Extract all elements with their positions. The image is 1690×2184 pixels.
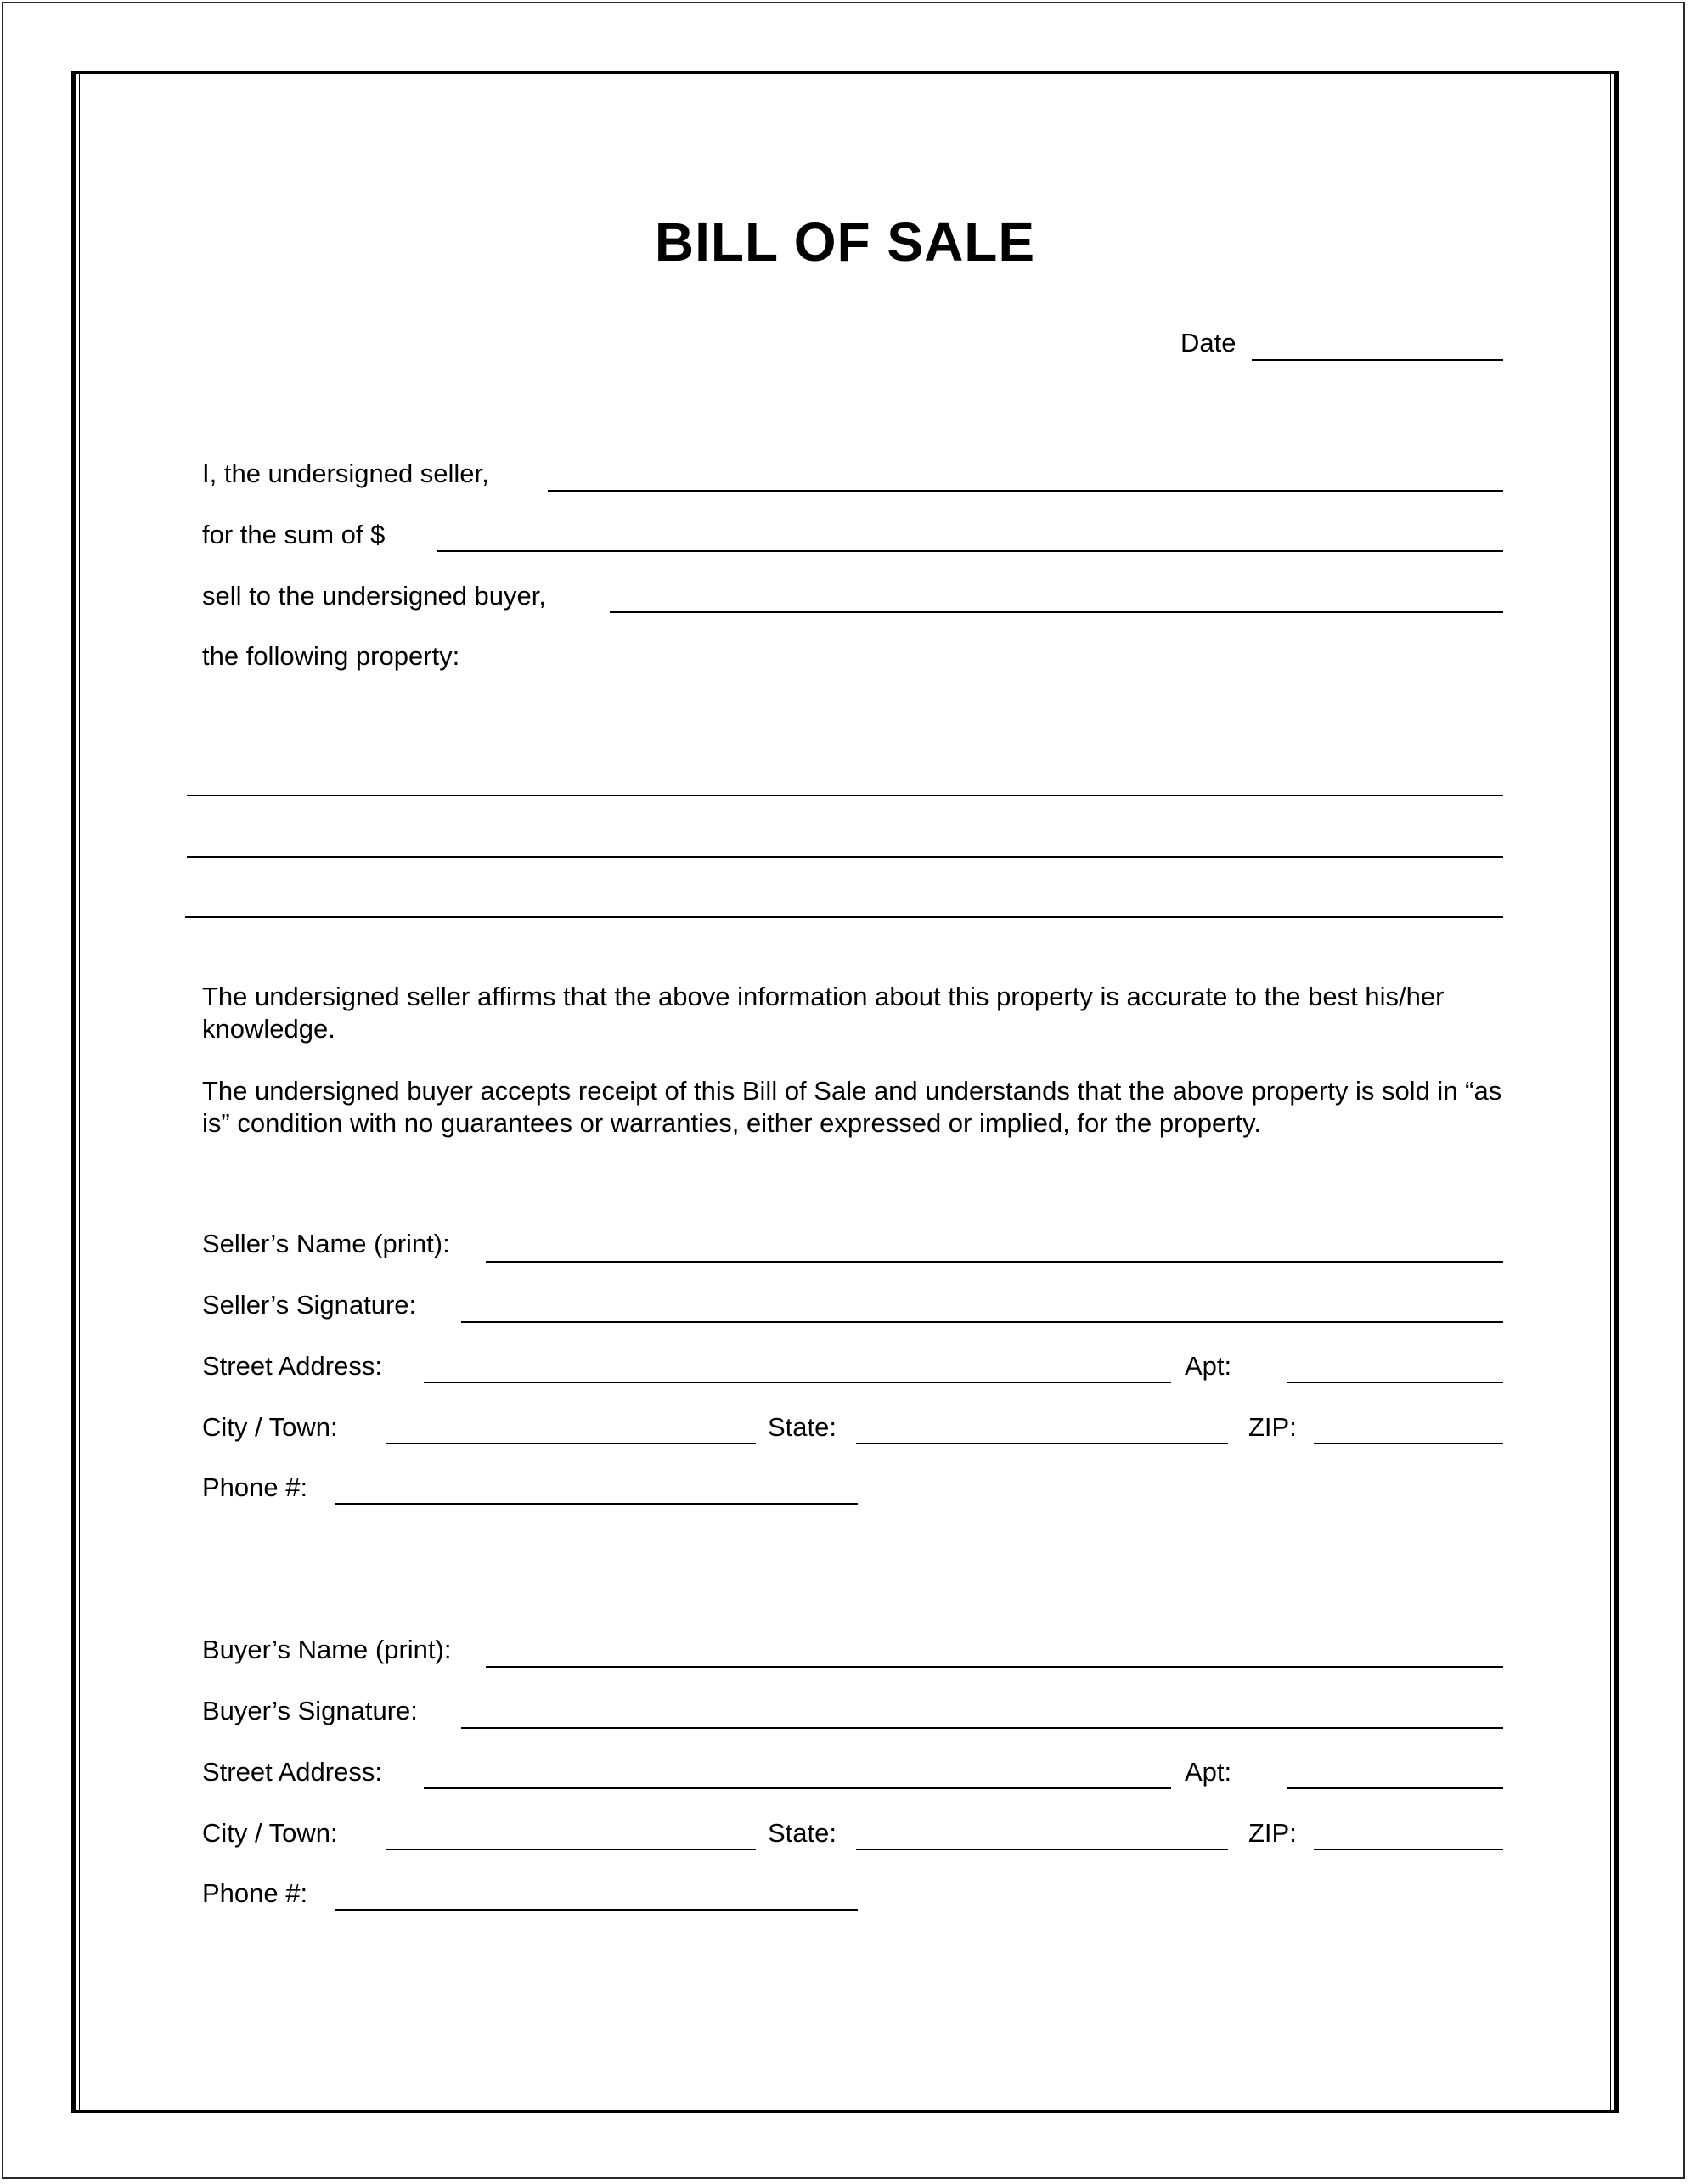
date-field[interactable] (1252, 359, 1503, 361)
buyer-apt-field[interactable] (1287, 1787, 1503, 1789)
buyer-affirmation-text: The undersigned buyer accepts receipt of this Bill of Sale and understands that the above property is sold in “as is” condition with no guarantees or warranties, either expressed or implied, for the property. (202, 1076, 1502, 1138)
seller-intro-field[interactable] (548, 490, 1503, 492)
seller-state-field[interactable] (856, 1443, 1228, 1444)
buyer-state-label: State: (768, 1818, 837, 1848)
buyer-signature-label: Buyer’s Signature: (202, 1696, 418, 1725)
seller-apt-field[interactable] (1287, 1382, 1503, 1383)
buyer-street-label: Street Address: (202, 1757, 382, 1787)
seller-signature-field[interactable] (461, 1321, 1503, 1323)
buyer-apt-label: Apt: (1185, 1757, 1232, 1787)
property-line-2[interactable] (187, 856, 1503, 858)
buyer-state-field[interactable] (856, 1849, 1228, 1850)
buyer-city-label: City / Town: (202, 1818, 338, 1848)
seller-name-field[interactable] (486, 1261, 1503, 1263)
property-line-3[interactable] (185, 916, 1503, 918)
seller-state-label: State: (768, 1412, 837, 1442)
seller-city-label: City / Town: (202, 1412, 338, 1442)
buyer-name-field[interactable] (486, 1666, 1503, 1668)
buyer-phone-field[interactable] (335, 1909, 858, 1911)
seller-street-field[interactable] (424, 1382, 1171, 1383)
buyer-intro-field[interactable] (610, 611, 1503, 613)
seller-phone-field[interactable] (335, 1503, 858, 1505)
sum-field[interactable] (437, 550, 1503, 552)
buyer-phone-label: Phone #: (202, 1878, 308, 1908)
seller-affirmation-text: The undersigned seller affirms that the above information about this property is accurate to the best his/her knowledge. (202, 982, 1445, 1044)
property-label: the following property: (202, 641, 460, 671)
sum-label: for the sum of $ (202, 520, 386, 549)
seller-signature-label: Seller’s Signature: (202, 1290, 417, 1320)
seller-intro-label: I, the undersigned seller, (202, 459, 489, 488)
seller-city-field[interactable] (386, 1443, 756, 1444)
buyer-city-field[interactable] (386, 1849, 756, 1850)
seller-zip-field[interactable] (1314, 1443, 1503, 1444)
buyer-street-field[interactable] (424, 1787, 1171, 1789)
seller-zip-label: ZIP: (1248, 1412, 1297, 1442)
buyer-name-label: Buyer’s Name (print): (202, 1635, 452, 1664)
date-label: Date (1180, 328, 1237, 357)
document-title: BILL OF SALE (654, 211, 1036, 273)
buyer-signature-field[interactable] (461, 1727, 1503, 1729)
property-line-1[interactable] (187, 795, 1503, 796)
seller-apt-label: Apt: (1185, 1351, 1232, 1381)
buyer-zip-label: ZIP: (1248, 1818, 1297, 1848)
seller-street-label: Street Address: (202, 1351, 382, 1381)
buyer-zip-field[interactable] (1314, 1849, 1503, 1850)
seller-name-label: Seller’s Name (print): (202, 1229, 450, 1258)
buyer-intro-label: sell to the undersigned buyer, (202, 581, 546, 611)
seller-phone-label: Phone #: (202, 1472, 308, 1502)
